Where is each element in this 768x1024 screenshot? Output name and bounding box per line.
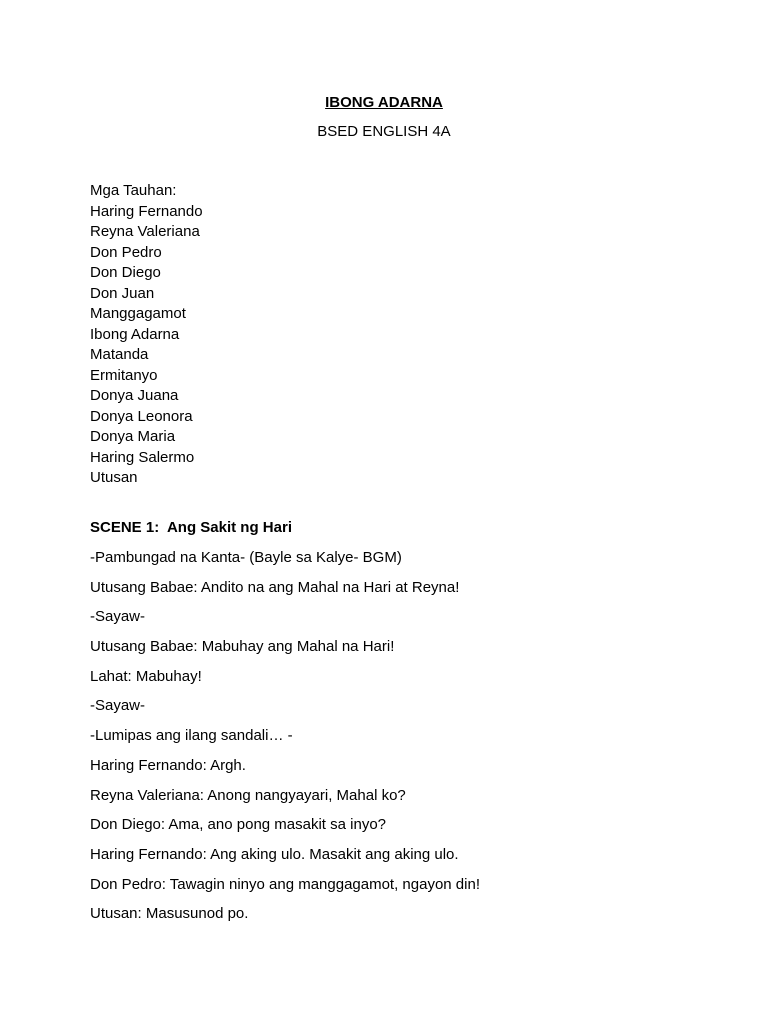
character-item: Matanda bbox=[90, 346, 149, 363]
character-item: Manggagamot bbox=[90, 305, 186, 322]
script-line: Reyna Valeriana: Anong nangyayari, Mahal ko? bbox=[90, 786, 406, 804]
script-line: Utusan: Masusunod po. bbox=[90, 905, 249, 923]
character-item: Donya Maria bbox=[90, 428, 176, 445]
character-item: Don Diego bbox=[90, 264, 161, 281]
character-item: Don Juan bbox=[90, 284, 155, 302]
script-line: Utusang Babae: Andito na ang Mahal na Hari at Reyna! bbox=[90, 578, 460, 596]
character-item: Haring Salermo bbox=[90, 448, 195, 466]
script-line: Don Diego: Ama, ano pong masakit sa inyo? bbox=[90, 816, 387, 834]
script-line: Utusang Babae: Mabuhay ang Mahal na Hari! bbox=[90, 638, 395, 656]
document-subtitle: BSED ENGLISH 4A bbox=[317, 123, 451, 140]
script-line: Haring Fernando: Argh. bbox=[90, 756, 246, 774]
character-item: Reyna Valeriana bbox=[90, 223, 200, 240]
script-line: -Lumipas ang ilang sandali… - bbox=[90, 727, 293, 745]
scene-heading: SCENE 1: Ang Sakit ng Hari bbox=[90, 519, 292, 536]
script-line: -Pambungad na Kanta- (Bayle sa Kalye- BGM) bbox=[90, 549, 402, 566]
character-item: Utusan bbox=[90, 469, 138, 486]
document-title: IBONG ADARNA bbox=[325, 94, 443, 111]
characters-heading: Mga Tauhan: bbox=[90, 182, 177, 199]
character-item: Ibong Adarna bbox=[90, 325, 180, 343]
script-line: Don Pedro: Tawagin ninyo ang manggagamot, ngayon din! bbox=[90, 875, 480, 893]
script-line: Haring Fernando: Ang aking ulo. Masakit ang aking ulo. bbox=[90, 845, 459, 863]
character-item: Donya Leonora bbox=[90, 407, 193, 425]
script-line: -Sayaw- bbox=[90, 608, 146, 626]
character-item: Donya Juana bbox=[90, 387, 179, 404]
script-line: -Sayaw- bbox=[90, 697, 146, 715]
character-item: Haring Fernando bbox=[90, 202, 203, 220]
script-line: Lahat: Mabuhay! bbox=[90, 667, 202, 685]
character-item: Ermitanyo bbox=[90, 366, 158, 384]
character-item: Don Pedro bbox=[90, 243, 162, 261]
characters-list bbox=[90, 181, 203, 489]
script-lines bbox=[90, 549, 480, 935]
